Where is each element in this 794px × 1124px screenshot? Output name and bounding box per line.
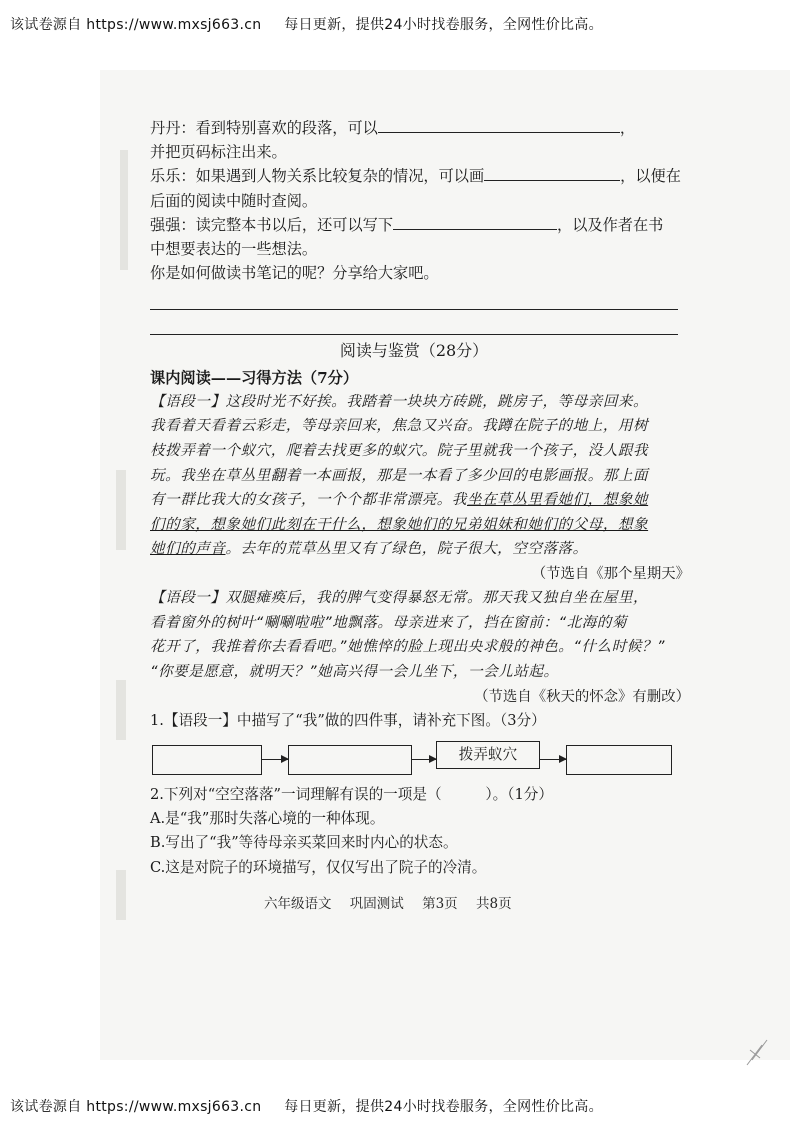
passage-line — [150, 513, 690, 538]
flow-diagram — [150, 739, 690, 783]
section-title: 阅读与鉴赏（28分） — [339, 341, 489, 361]
page-footer — [264, 892, 526, 912]
passage-source: （节选自《那个星期天》 — [531, 565, 690, 582]
passage-text: 。去年的荒草丛里又有了绿色，院子很大，空空落落。 — [225, 540, 588, 558]
intro-text: 强强：读完整本书以后，还可以写下 — [150, 215, 393, 234]
option-c[interactable]: C.这是对院子的环境描写，仅仅写出了院子的冷清。 — [150, 858, 487, 876]
intro-line: 并把页码标注出来。 — [150, 143, 287, 162]
banner-site: 该试卷源自 — [10, 1099, 82, 1115]
answer-blank[interactable] — [378, 116, 620, 133]
passage-one — [150, 390, 690, 562]
bleed-mark — [116, 470, 126, 550]
underlined-text: 她们的声音 — [150, 540, 226, 558]
question-2: 2.下列对“空空落落”一词理解有误的一项是（ ）。（1分） — [150, 785, 553, 803]
intro-text: ，以便在 — [620, 167, 681, 186]
intro-text: 丹丹：看到特别喜欢的段落，可以 — [150, 119, 378, 137]
intro-line — [150, 164, 690, 188]
passage-two — [150, 586, 690, 684]
intro-text: ，以及作者在书 — [557, 215, 664, 234]
answer-blank[interactable] — [393, 213, 557, 230]
passage-line: “你要是愿意，就明天？”她高兴得一会儿坐下，一会儿站起。 — [150, 662, 559, 680]
intro-line: 后面的阅读中随时查阅。 — [150, 191, 318, 210]
passage-line: 花开了，我推着你去看看吧。”她憔悴的脸上现出央求般的神色。“什么时候？” — [150, 638, 665, 656]
banner-url[interactable]: https://www.mxsj663.cn — [86, 17, 262, 33]
passage-line: 我看着天看着云彩走，等母亲回来，焦急又兴奋。我蹲在院子的地上，用树 — [150, 417, 649, 435]
bleed-mark — [120, 150, 128, 270]
flow-box-2[interactable] — [288, 745, 412, 775]
answer-blank[interactable] — [484, 164, 620, 181]
answer-line[interactable] — [150, 310, 678, 335]
underlined-text: 坐在草丛里看她们，想象她 — [466, 491, 649, 509]
passage-line: 【语段一】这段时光不好挨。我踏着一块块方砖跳，跳房子，等母亲回来。 — [150, 392, 649, 410]
question-1: 1.【语段一】中描写了“我”做的四件事，请补充下图。（3分） — [150, 711, 546, 729]
option-a[interactable]: A.是“我”那时失落心境的一种体现。 — [150, 810, 385, 828]
option-b[interactable]: B.写出了“我”等待母亲买菜回来时内心的状态。 — [150, 834, 458, 852]
banner-url[interactable]: https://www.mxsj663.cn — [86, 1099, 262, 1115]
passage-line: 看着窗外的树叶“唰唰啦啦”地飘落。母亲进来了，挡在窗前：“北海的菊 — [150, 613, 627, 631]
section-subtitle: 课内阅读——习得方法（7分） — [150, 368, 359, 387]
underlined-text: 们的家，想象她们此刻在干什么，想象她们的兄弟姐妹和她们的父母，想象 — [150, 515, 649, 533]
flow-box-4[interactable] — [566, 745, 672, 775]
passage-line — [150, 488, 690, 513]
intro-line — [150, 116, 690, 140]
arrow-icon — [262, 759, 288, 761]
flow-box-3: 拨弄蚁穴 — [436, 741, 540, 769]
intro-line: 你是如何做读书笔记的呢？分享给大家吧。 — [150, 264, 439, 283]
banner-slogan: 每日更新，提供24小时找卷服务，全网性价比高。 — [284, 17, 603, 33]
footer-total: 共8页 — [475, 896, 512, 912]
banner-site: 该试卷源自 — [10, 17, 82, 33]
footer-page: 第3页 — [422, 896, 458, 912]
passage-source: （节选自《秋天的怀念》有删改） — [474, 688, 690, 705]
footer-grade: 六年级语文 — [264, 896, 332, 912]
intro-line — [150, 213, 690, 237]
flow-box-1[interactable] — [152, 745, 262, 775]
answer-line[interactable] — [150, 285, 678, 310]
bleed-mark — [116, 680, 126, 740]
passage-line: 枝拨弄着一个蚁穴，爬着去找更多的蚁穴。院子里就我一个孩子，没人跟我 — [150, 442, 649, 460]
page-content — [150, 116, 690, 880]
bleed-mark — [116, 870, 126, 920]
scan-speck-icon — [742, 1030, 772, 1070]
passage-line — [150, 537, 690, 562]
passage-line: 【语段一】双腿瘫痪后，我的脾气变得暴怒无常。那天我又独自坐在屋里， — [150, 589, 649, 607]
intro-line: 中想要表达的一些想法。 — [150, 240, 318, 259]
passage-text: 有一群比我大的女孩子，一个个都非常漂亮。我 — [150, 491, 467, 509]
passage-line: 玩。我坐在草丛里翻着一本画报，那是一本看了多少回的电影画报。那上面 — [150, 466, 649, 484]
arrow-icon — [412, 759, 436, 761]
footer-test: 巩固测试 — [349, 896, 404, 912]
arrow-icon — [540, 759, 566, 761]
top-banner — [10, 14, 603, 34]
bottom-banner — [10, 1096, 603, 1116]
intro-text: 乐乐：如果遇到人物关系比较复杂的情况，可以画 — [150, 167, 485, 186]
banner-slogan: 每日更新，提供24小时找卷服务，全网性价比高。 — [284, 1099, 603, 1115]
intro-text: ， — [619, 119, 635, 137]
